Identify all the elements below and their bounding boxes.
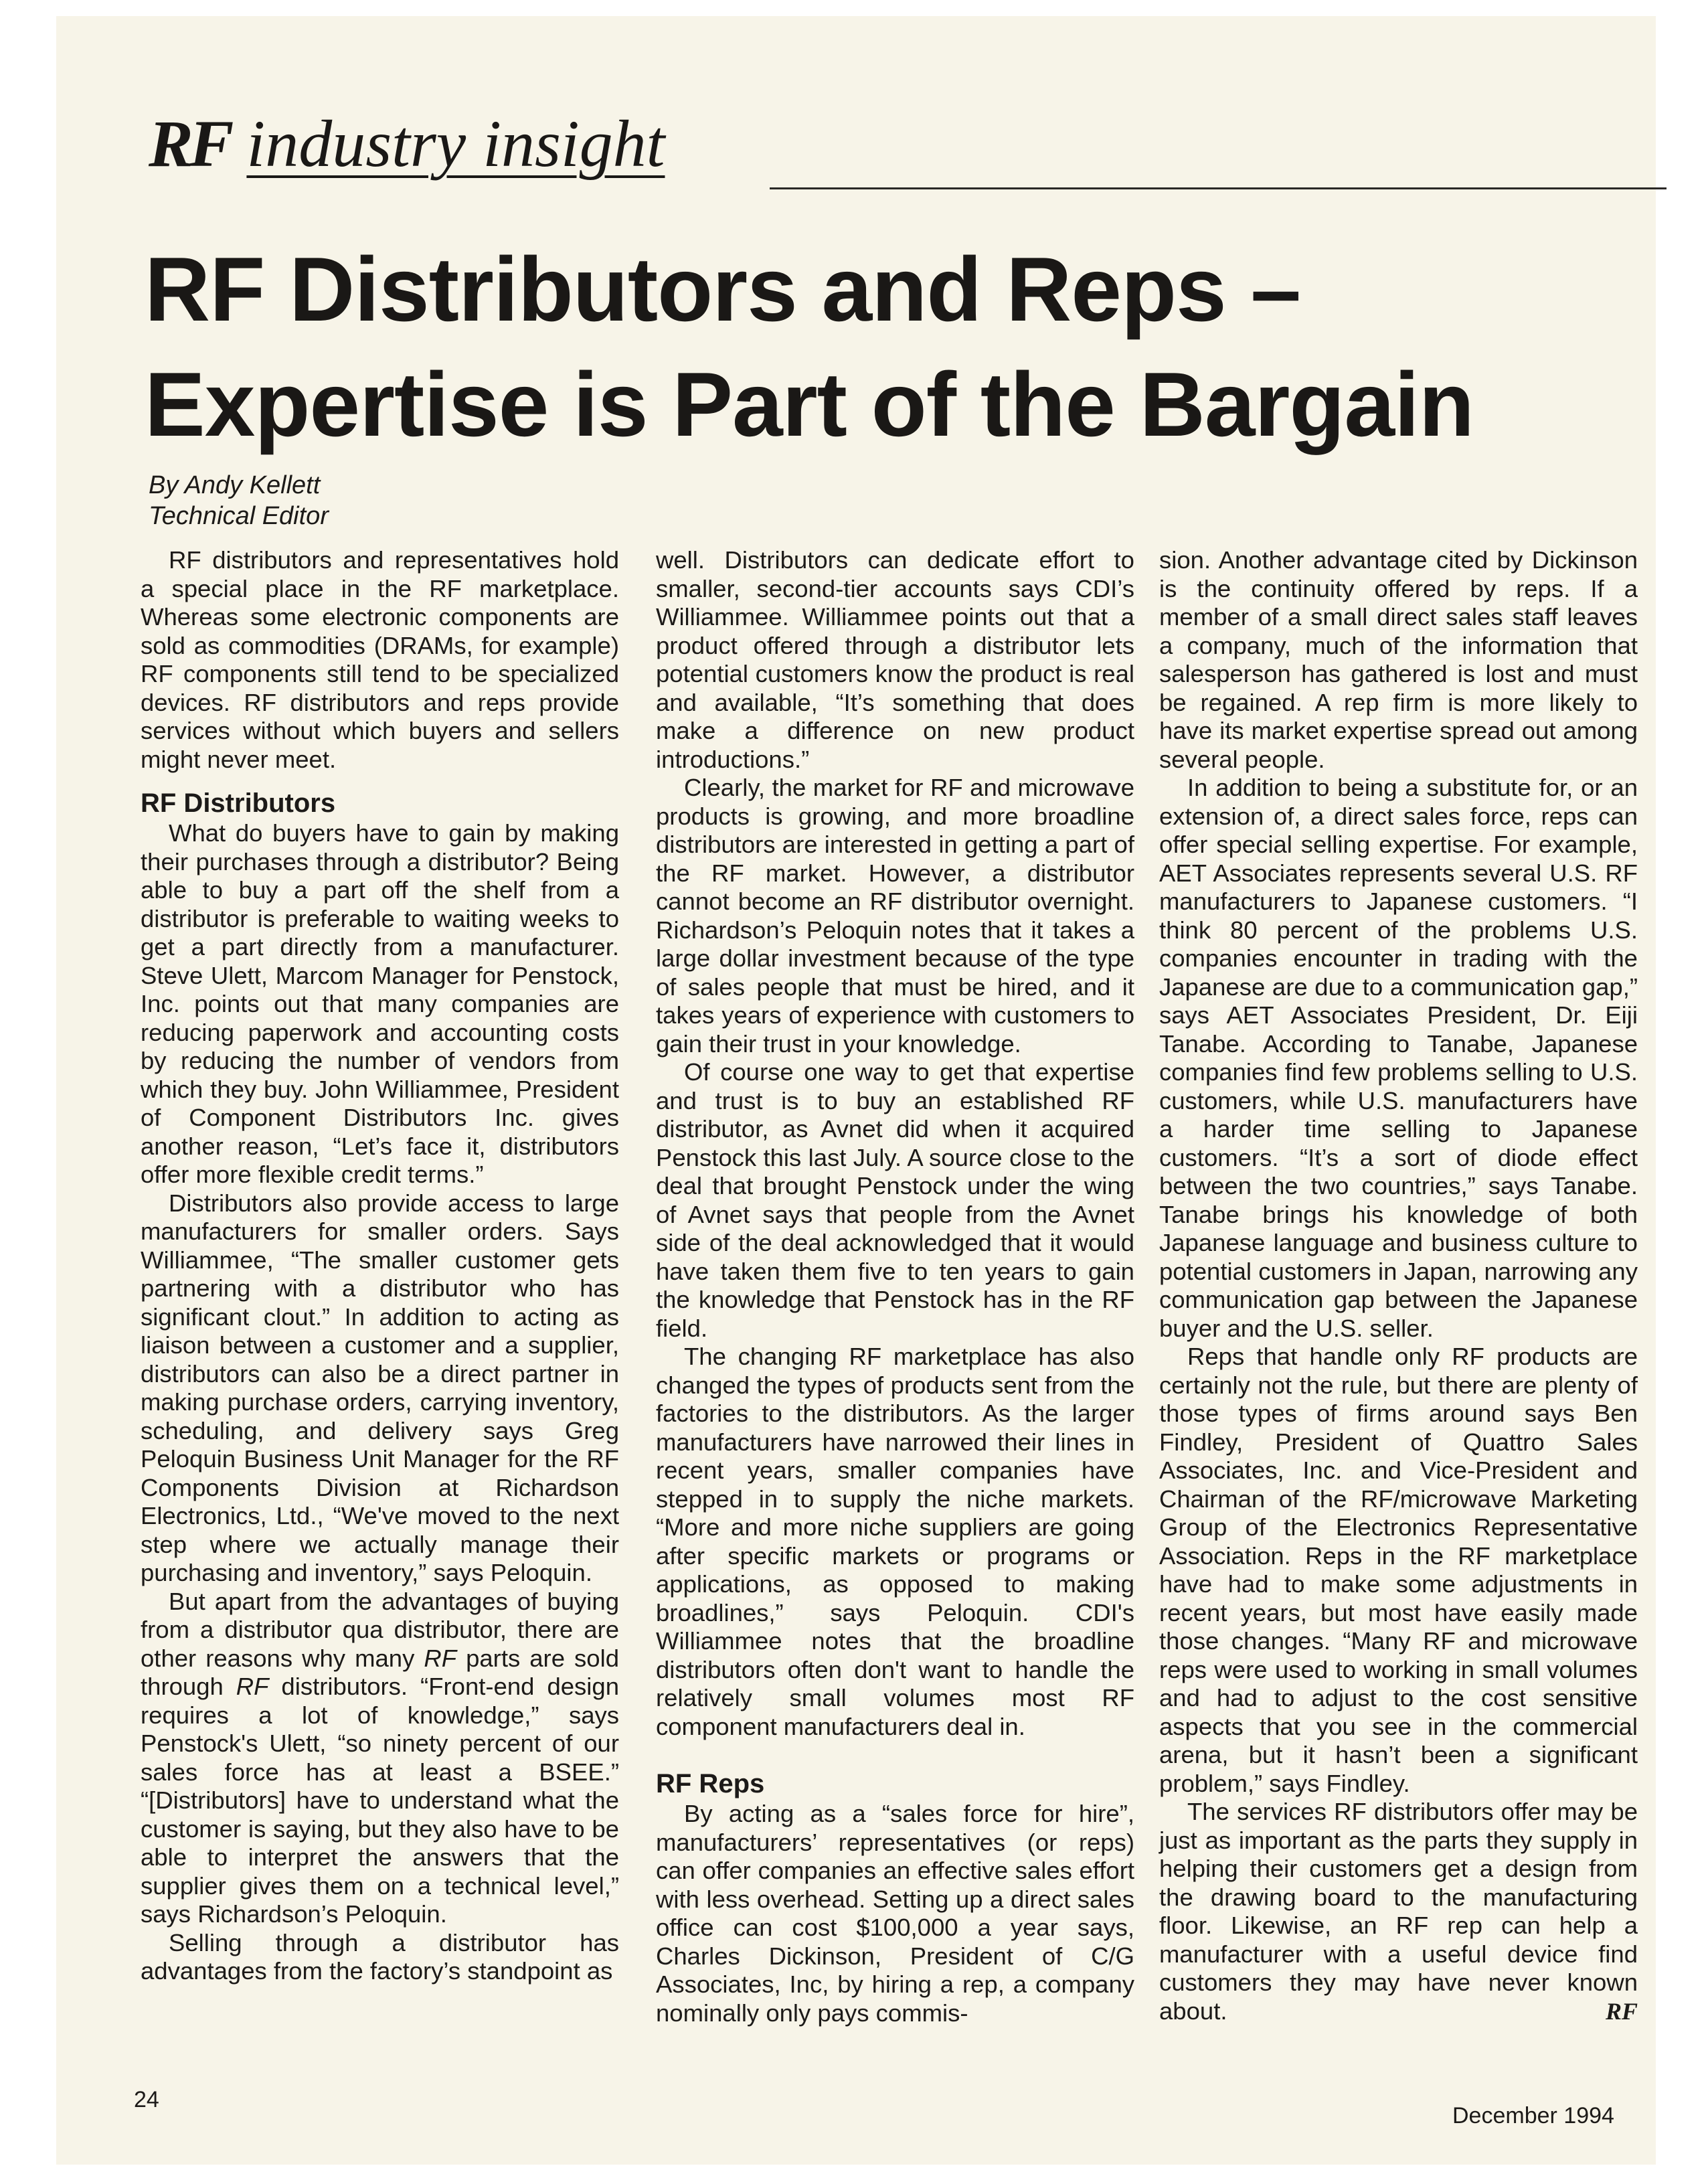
headline-line-1: RF Distributors and Reps – <box>145 238 1301 340</box>
author-name: By Andy Kellett <box>149 471 321 499</box>
byline <box>149 470 329 531</box>
headline-line-2: Expertise is Part of the Bargain <box>145 353 1474 455</box>
text-run: But apart from the advantages of buying from a distributor qua distributor, there are other reasons why many <box>141 1587 619 1672</box>
text-run: distributors. “Front-end design requires a lot of knowledge,” says Penstock's Ulett, “so ninety percent of our sales force has at least a BSEE.” “[Distributors] have to understand what the customer is saying, but they also have to be able to interpret the answers that the supplier gives them on a technical level,” says Richardson’s Peloquin. <box>141 1673 619 1928</box>
article-headline <box>145 232 1617 462</box>
paragraph: What do buyers have to gain by making their purchases through a distributor? Being able to buy a part off the shelf from a distributor is preferable to waiting weeks to get a part directly from a manufacturer. Steve Ulett, Marcom Manager for Penstock, Inc. points out that many companies are reducing paperwork and accounting costs by reducing the number of vendors from which they buy. John Williammee, President of Component Distributors Inc. gives another reason, “Let’s face it, distributors offer more flexible credit terms.” <box>141 819 619 1188</box>
paragraph: RF distributors and representatives hold a special place in the RF marketplace. Whereas some electronic components are sold as commodities (DRAMs, for example) RF components still tend to be specialized devices. RF distributors and reps provide services without which buyers and sellers might never meet. <box>141 546 619 773</box>
section-masthead <box>149 107 665 181</box>
issue-date: December 1994 <box>1452 2103 1614 2128</box>
page-number: 24 <box>134 2087 159 2112</box>
paragraph: Distributors also provide access to large manufacturers for smaller orders. Says Williammee, “The smaller customer gets partnering with a distributor who has significant clout.” In addition to acting as liaison between a customer and a supplier, distributors can also be a direct partner in making purchase orders, carrying inventory, scheduling, and delivery says Greg Peloquin Business Unit Manager for the RF Components Division at Richardson Electronics, Ltd., “We've moved to the next step where we actually manage their purchasing and inventory,” says Peloquin. <box>141 1189 619 1586</box>
italic-rf: RF <box>236 1673 269 1700</box>
subhead-rf-distributors: RF Distributors <box>141 788 336 818</box>
rf-logo: RF <box>149 106 230 181</box>
masthead-rule <box>770 187 1667 189</box>
text-run: parts are sold through <box>141 1644 620 1700</box>
author-title: Technical Editor <box>149 502 329 530</box>
paragraph: Clearly, the market for RF and microwave products is growing, and more broadline distributors are interested in getting a part of the RF market. However, a distributor cannot become an RF distributor overnight. Richardson’s Peloquin notes that it takes a large dollar investment because of the type of sales people that must be hired, and it takes years of experience with customers to gain their trust in your knowledge. <box>656 774 1134 1058</box>
paragraph: well. Distributors can dedicate effort to smaller, second-tier accounts says CDI’s Williammee. Williammee points out that a product offered through a distributor lets potential customers know the product is real and available, “It’s something that does make a difference on new product introductions.” <box>656 546 1134 773</box>
subhead-rf-reps: RF Reps <box>656 1769 765 1798</box>
text-run: The services RF distributors offer may be just as important as the parts they supply in helping their customers get a design from the drawing board to the manufacturing floor. Likewise, an RF rep can help a manufacturer with a useful device find customers they may have never known about. <box>1159 1798 1638 2025</box>
end-of-article-mark: RF <box>1605 1997 1638 2025</box>
paragraph <box>141 1588 619 1929</box>
text-column-3 <box>1159 546 1638 2025</box>
section-title: industry insight <box>246 106 665 181</box>
paragraph: Of course one way to get that expertise and trust is to buy an established RF distributor, as Avnet did when it acquired Penstock this last July. A source close to the deal that brought Penstock under the wing of Avnet says that people from the Avnet side of the deal acknowledged that it would have taken them five to ten years to gain the knowledge that Penstock has in the RF field. <box>656 1058 1134 1342</box>
paragraph: By acting as a “sales force for hire”, manufacturers’ representatives (or reps) can offer companies an effective sales effort with less overhead. Setting up a direct sales office can cost $100,000 a year says, Charles Dickinson, President of C/G Associates, Inc, by hiring a rep, a company nominally only pays commis- <box>656 1800 1134 2027</box>
paragraph: Reps that handle only RF products are certainly not the rule, but there are plenty of those types of firms around says Ben Findley, President of Quattro Sales Associates, Inc. and Vice-President and Chairman of the RF/microwave Marketing Group of the Electronics Representative Association. Reps in the RF marketplace have had to make some adjustments in recent years, but most have easily made those changes. “Many RF and microwave reps were used to working in small volumes and had to adjust to the cost sensitive aspects that you see in the commercial arena, but it hasn’t been a significant problem,” says Findley. <box>1159 1343 1638 1797</box>
text-column-1 <box>141 546 619 1986</box>
paragraph: The changing RF marketplace has also changed the types of products sent from the factories to the distributors. As the larger manufacturers have narrowed their lines in recent years, smaller companies have stepped in to supply the niche markets. “More and more niche suppliers are going after specific markets or programs or applications, as opposed to making broadlines,” says Peloquin. CDI's Williammee notes that the broadline distributors often don't want to handle the relatively small volumes most RF component manufacturers deal in. <box>656 1343 1134 1740</box>
italic-rf: RF <box>424 1644 457 1672</box>
paragraph: In addition to being a substitute for, or an extension of, a direct sales force, reps can offer special selling expertise. For example, AET Associates represents several U.S. RF manufacturers to Japanese customers. “I think 80 percent of the problems U.S. companies encounter in trading with the Japanese are due to a communication gap,” says AET Associates President, Dr. Eiji Tanabe. According to Tanabe, Japanese companies find few problems selling to U.S. customers, while U.S. manufacturers have a harder time selling to Japanese customers. “It’s a sort of diode effect between the two countries,” says Tanabe. Tanabe brings his knowledge of both Japanese language and business culture to potential customers in Japan, narrowing any communication gap between the Japanese buyer and the U.S. seller. <box>1159 774 1638 1342</box>
paragraph: sion. Another advantage cited by Dickinson is the continuity offered by reps. If a member of a small direct sales staff leaves a company, much of the information that salesperson has gathered is lost and must be regained. A rep firm is more likely to have its market expertise spread out among several people. <box>1159 546 1638 773</box>
paragraph <box>1159 1798 1638 2025</box>
text-column-2 <box>656 546 1134 2027</box>
paragraph: Selling through a distributor has advantages from the factory’s standpoint as <box>141 1928 619 1985</box>
